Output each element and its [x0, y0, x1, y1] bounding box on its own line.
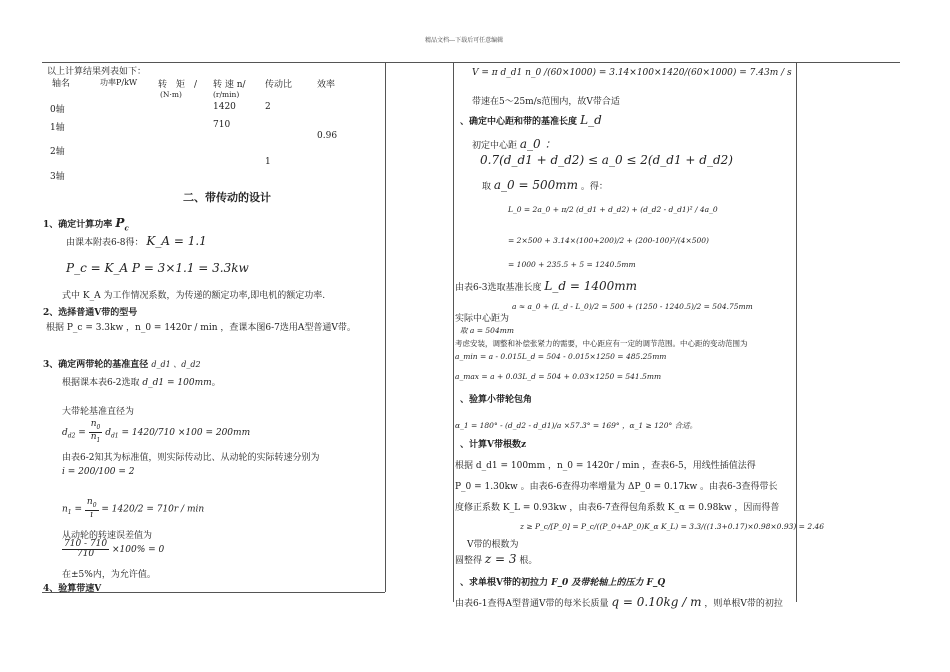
step2-text: 根据 P_c = 3.3kw ，n_0 = 1420r / min ，查课本图6-7选用A型普通V带。 — [46, 323, 356, 333]
step1-line1: 由课本附表6-8得： K_A = 1.1 — [66, 234, 207, 248]
table-header-efficiency: 效率 — [317, 80, 336, 90]
top-border — [42, 62, 900, 63]
center-inequality: 0.7(d_d1 + d_d2) ≤ a_0 ≤ 2(d_d1 + d_d2) — [480, 153, 733, 167]
step5-title: 、确定中心距和带的基准长度 L_d — [460, 113, 602, 127]
a-take: 取 a = 504mm — [460, 326, 514, 335]
table-row-1-speed: 710 — [213, 120, 231, 130]
step5-note: 考虑安装，调整和补偿张紧力的需要，中心距应有一定的调节范围。中心距的变动范围为 — [455, 339, 748, 348]
table-header-ratio: 传动比 — [265, 80, 293, 90]
step3-line4: 由表6-2知其为标准值，则实际传动比、从动轮的实际转速分别为 — [62, 453, 320, 463]
a0-value: a_0 = 500mm — [493, 178, 579, 192]
pc-formula: P_c = K_A P = 3×1.1 = 3.3kw — [66, 261, 249, 275]
l0-formula-1: L_0 = 2a_0 + π/2 (d_d1 + d_d2) + (d_d2 - d_d1)² / 4a_0 — [508, 205, 718, 214]
step3-line7: 从动轮的转速误差值为 — [62, 531, 153, 541]
step5-symbol: L_d — [580, 113, 602, 127]
step8-title: 、求单根V带的初拉力 F_0 及带轮轴上的压力 F_Q — [460, 578, 666, 588]
table-row-3-ratio: 1 — [265, 157, 271, 167]
table-row-3-name: 3轴 — [50, 172, 65, 182]
dd2-formula: $d_{d2}$ = $\frac{n_0}{n_1}$ $d_{d1} = 1420/710 \times 100 = 200mm$ — [62, 419, 251, 444]
step6-title: 、验算小带轮包角 — [460, 395, 533, 405]
table-row-1-name: 1轴 — [50, 123, 65, 133]
step1-symbol: $P_c$ — [115, 216, 129, 233]
velocity-formula: V = π d_d1 n_0 /(60×1000) = 3.14×100×1420/(60×1000) = 7.43m / s — [472, 68, 792, 78]
step5-actual: 实际中心距为 — [455, 314, 510, 324]
actual-center-formula: a ≈ a_0 + (L_d - L_0)/2 = 500 + (1250 - 1240.5)/2 = 504.75mm — [512, 302, 753, 311]
table-unit-speed: (r/min) — [213, 90, 240, 99]
step5-line1: 初定中心距 a_0 ： — [472, 137, 557, 151]
step5-take: 取 a_0 = 500mm 。得： — [482, 178, 608, 192]
q-value: q = 0.10kg / m — [611, 595, 702, 609]
step7-title: 、计算V带根数z — [460, 440, 527, 450]
center-divider-left — [385, 62, 386, 592]
step2-title: 2、选择普通V带的型号 — [43, 308, 138, 318]
step4-title: 4、验算带速V — [43, 584, 102, 594]
table-header-torque: 转 矩 / — [158, 80, 198, 90]
step5-ld: 由表6-3选取基准长度 L_d = 1400mm — [455, 279, 638, 293]
z-formula: z ≥ P_c/[P_0] = P_c/((P_0+ΔP_0)K_α K_L) = 3.3/((1.3+0.17)×0.98×0.93) = 2.46 — [520, 522, 825, 531]
step3-line1: 根据课本表6-2选取 d_d1 = 100mm。 — [62, 378, 221, 388]
z-value: z = 3 — [484, 552, 517, 566]
center-divider-right — [453, 62, 454, 602]
step8-line1: 由表6-1查得A型普通V带的每米长质量 q = 0.10kg / m ，则单根V带的初拉 — [455, 595, 783, 609]
intro-text: 以上计算结果列表如下： — [47, 67, 147, 77]
step7-line2: P_0 = 1.30kw 。由表6-6查得功率增量为 ΔP_0 = 0.17kw 。由表6-3查得带长 — [455, 482, 778, 492]
l0-formula-2: = 2×500 + 3.14×(100+200)/2 + (200-100)²/(4×500) — [508, 236, 709, 245]
step7-line5: 圆整得 z = 3 根。 — [455, 552, 538, 566]
step3-line2: 大带轮基准直径为 — [62, 407, 135, 417]
step7-line1: 根据 d_d1 = 100mm ，n_0 = 1420r / min ，查表6-5，用线性插值法得 — [455, 461, 756, 471]
table-row-0-name: 0轴 — [50, 105, 65, 115]
table-efficiency: 0.96 — [317, 131, 338, 141]
l0-formula-3: = 1000 + 235.5 + 5 = 1240.5mm — [508, 260, 636, 269]
table-unit-torque: (N·m) — [160, 90, 182, 99]
velocity-ok: 带速在5～25m/s范围内，故V带合适 — [472, 97, 620, 107]
table-header-power: 功率P/kW — [100, 78, 138, 87]
step7-line4: V带的根数为 — [467, 540, 519, 550]
step7-line3: 度修正系数 K_L = 0.93kw ，由表6-7查得包角系数 K_α = 0.98kw ，因而得普 — [455, 503, 780, 513]
ratio-formula: i = 200/100 = 2 — [62, 467, 135, 477]
table-row-0-ratio: 2 — [265, 102, 271, 112]
wrap-angle-formula: α_1 = 180° - (d_d2 - d_d1)/a ×57.3° = 169° ，α_1 ≥ 120° 合适。 — [455, 421, 698, 430]
step1-title: 1、确定计算功率 $P_c$ — [43, 216, 129, 233]
ld-value: L_d = 1400mm — [544, 279, 638, 293]
amax-formula: a_max = a + 0.03L_d = 504 + 0.03×1250 = 541.5mm — [455, 372, 662, 381]
n1-formula: $n_1$ = $\frac{n_0}{i}$ = 1420/2 = 710r / min — [62, 497, 205, 520]
dd1-value: d_d1 = 100mm — [142, 378, 212, 388]
table-row-0-speed: 1420 — [213, 102, 236, 112]
error-formula: $\frac{710 - 710}{710}$ ×100% = 0 — [64, 539, 165, 559]
step8-symbol: F_0 及带轮轴上的压力 F_Q — [551, 578, 666, 588]
step3-line9: 在±5%内，为允许值。 — [62, 570, 156, 580]
step1-desc: 式中 K_A 为工作情况系数，为传递的额定功率,即电机的额定功率. — [62, 291, 326, 301]
section-title: 二、带传动的设计 — [183, 191, 271, 204]
a0-symbol: a_0 ： — [519, 137, 557, 151]
table-header-name: 轴名 — [52, 79, 71, 89]
step3-symbol: d_d1 、d_d2 — [151, 360, 201, 369]
page-header: 精品文档---下载后可任意编辑 — [425, 37, 504, 44]
step3-title: 3、确定两带轮的基准直径 d_d1 、d_d2 — [43, 360, 201, 370]
amin-formula: a_min = a - 0.015L_d = 504 - 0.015×1250 = 485.25mm — [455, 352, 667, 361]
table-row-2-name: 2轴 — [50, 147, 65, 157]
table-header-speed: 转 速 n/ — [213, 80, 246, 90]
ka-value: K_A = 1.1 — [146, 234, 207, 248]
right-border — [796, 62, 797, 602]
